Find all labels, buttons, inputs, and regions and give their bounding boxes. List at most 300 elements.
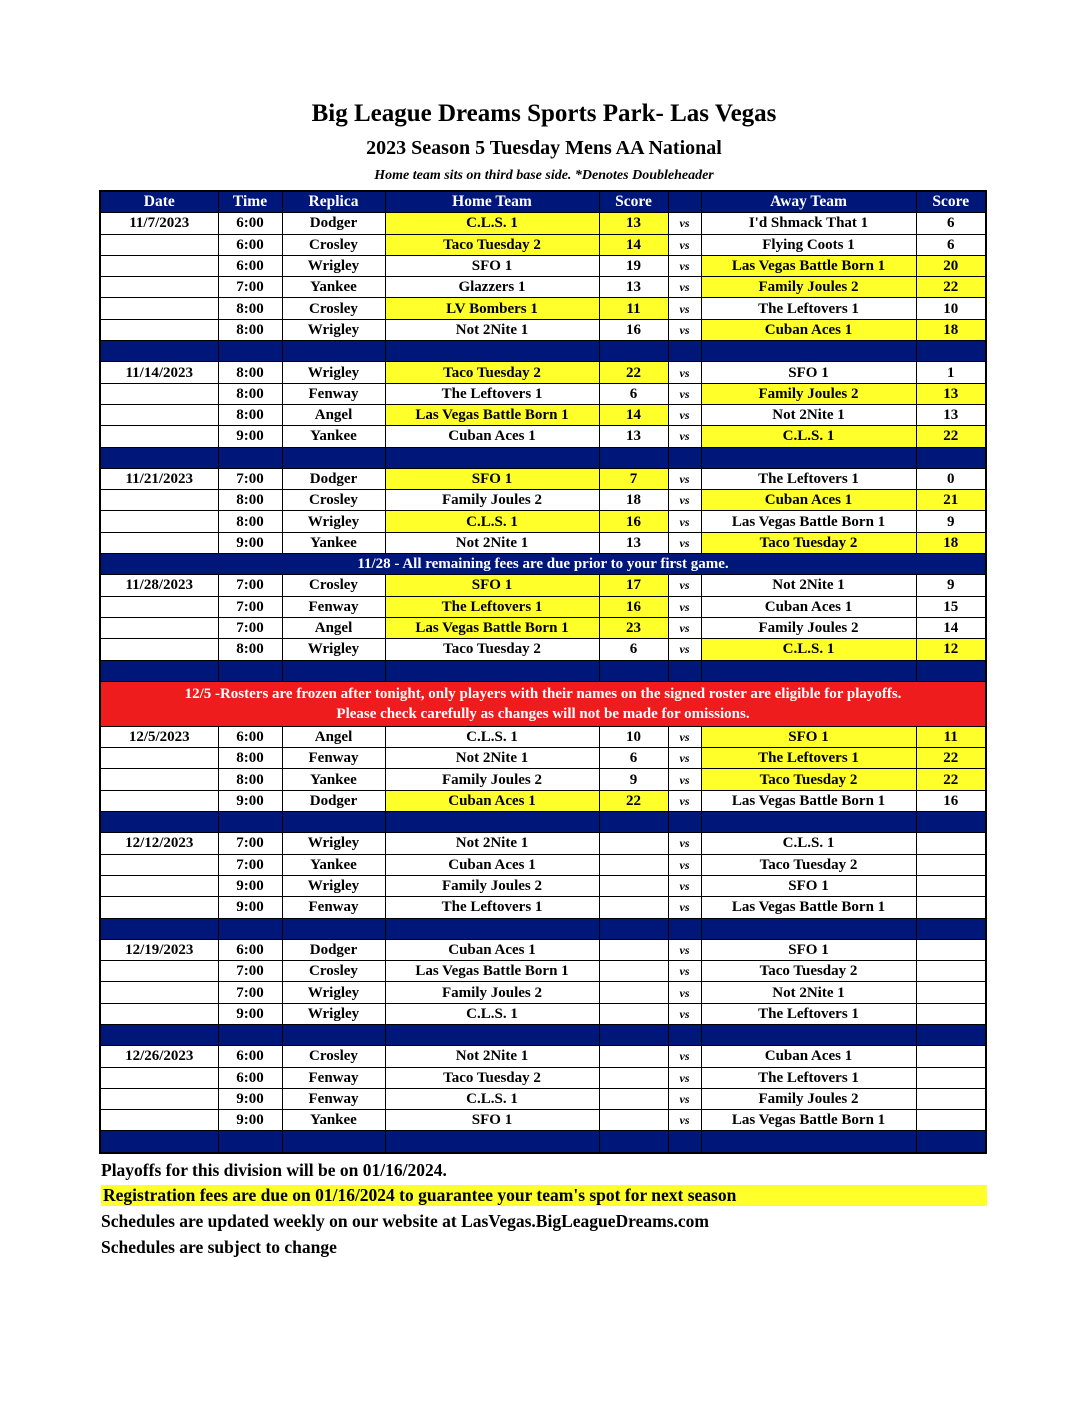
game-date <box>100 854 218 875</box>
home-score <box>599 897 668 918</box>
vs-label: vs <box>668 362 701 383</box>
playoffs-note: Playoffs for this division will be on 01/16/2024. <box>101 1160 447 1180</box>
home-team: Las Vegas Battle Born 1 <box>385 404 599 425</box>
home-team: C.L.S. 1 <box>385 511 599 532</box>
separator-cell <box>916 660 986 681</box>
game-date <box>100 897 218 918</box>
game-row <box>100 639 986 660</box>
game-time: 7:00 <box>218 982 282 1003</box>
subject-to-change-note: Schedules are subject to change <box>101 1237 337 1257</box>
away-score: 18 <box>916 532 986 553</box>
vs-label: vs <box>668 468 701 489</box>
game-date <box>100 404 218 425</box>
game-field: Wrigley <box>282 362 385 383</box>
home-score <box>599 1088 668 1109</box>
game-row <box>100 511 986 532</box>
vs-label: vs <box>668 1067 701 1088</box>
game-row <box>100 362 986 383</box>
away-score: 11 <box>916 726 986 747</box>
away-team: SFO 1 <box>701 939 916 960</box>
separator-cell <box>282 447 385 468</box>
game-field: Crosley <box>282 490 385 511</box>
away-score: 18 <box>916 319 986 340</box>
game-row <box>100 575 986 596</box>
game-date: 11/7/2023 <box>100 213 218 234</box>
separator-row <box>100 1024 986 1045</box>
home-team: SFO 1 <box>385 468 599 489</box>
separator-cell <box>385 1131 599 1153</box>
game-field: Fenway <box>282 1088 385 1109</box>
game-row <box>100 532 986 553</box>
away-team: Family Joules 2 <box>701 617 916 638</box>
separator-cell <box>668 918 701 939</box>
home-team: The Leftovers 1 <box>385 596 599 617</box>
separator-cell <box>282 660 385 681</box>
home-score: 19 <box>599 255 668 276</box>
home-team: Not 2Nite 1 <box>385 1046 599 1067</box>
game-date <box>100 639 218 660</box>
separator-cell <box>668 447 701 468</box>
away-team: Cuban Aces 1 <box>701 596 916 617</box>
away-team: The Leftovers 1 <box>701 1067 916 1088</box>
game-time: 7:00 <box>218 961 282 982</box>
separator-cell <box>599 1024 668 1045</box>
home-team: SFO 1 <box>385 1110 599 1131</box>
game-date: 12/19/2023 <box>100 939 218 960</box>
separator-cell <box>100 341 218 362</box>
away-team: C.L.S. 1 <box>701 639 916 660</box>
game-row <box>100 298 986 319</box>
vs-label: vs <box>668 854 701 875</box>
away-score: 13 <box>916 404 986 425</box>
game-field: Crosley <box>282 298 385 319</box>
website-note: Schedules are updated weekly on our website at LasVegas.BigLeagueDreams.com <box>101 1211 709 1231</box>
away-team: SFO 1 <box>701 875 916 896</box>
game-date <box>100 1003 218 1024</box>
game-time: 8:00 <box>218 748 282 769</box>
separator-cell <box>701 918 916 939</box>
away-score: 0 <box>916 468 986 489</box>
game-time: 8:00 <box>218 404 282 425</box>
game-date <box>100 319 218 340</box>
game-field: Wrigley <box>282 875 385 896</box>
game-time: 6:00 <box>218 255 282 276</box>
away-team: Las Vegas Battle Born 1 <box>701 790 916 811</box>
away-score: 1 <box>916 362 986 383</box>
game-date <box>100 769 218 790</box>
separator-cell <box>100 812 218 833</box>
away-team: Flying Coots 1 <box>701 234 916 255</box>
separator-cell <box>916 918 986 939</box>
separator-cell <box>218 918 282 939</box>
game-field: Dodger <box>282 213 385 234</box>
game-row <box>100 617 986 638</box>
game-field: Fenway <box>282 897 385 918</box>
game-row <box>100 748 986 769</box>
away-score: 21 <box>916 490 986 511</box>
separator-cell <box>916 1131 986 1153</box>
home-score: 17 <box>599 575 668 596</box>
game-field: Dodger <box>282 468 385 489</box>
away-score: 16 <box>916 790 986 811</box>
game-field: Wrigley <box>282 639 385 660</box>
home-team: Cuban Aces 1 <box>385 426 599 447</box>
away-score: 14 <box>916 617 986 638</box>
vs-label: vs <box>668 490 701 511</box>
home-team: Taco Tuesday 2 <box>385 234 599 255</box>
game-row <box>100 213 986 234</box>
away-team: Cuban Aces 1 <box>701 319 916 340</box>
game-field: Dodger <box>282 790 385 811</box>
vs-label: vs <box>668 875 701 896</box>
game-field: Yankee <box>282 277 385 298</box>
game-field: Fenway <box>282 383 385 404</box>
home-team: Family Joules 2 <box>385 875 599 896</box>
away-team: The Leftovers 1 <box>701 748 916 769</box>
game-date <box>100 961 218 982</box>
roster-alert <box>100 681 986 726</box>
away-team: The Leftovers 1 <box>701 298 916 319</box>
home-team: Not 2Nite 1 <box>385 319 599 340</box>
game-time: 9:00 <box>218 1003 282 1024</box>
game-date <box>100 532 218 553</box>
separator-cell <box>218 341 282 362</box>
game-time: 7:00 <box>218 617 282 638</box>
away-team: Cuban Aces 1 <box>701 1046 916 1067</box>
game-row <box>100 426 986 447</box>
roster-alert-line1: 12/5 -Rosters are frozen after tonight, only players with their names on the signed roster are eligible for playoffs. <box>184 685 902 702</box>
away-team: Las Vegas Battle Born 1 <box>701 255 916 276</box>
separator-cell <box>916 447 986 468</box>
col-header-home-score: Score <box>599 191 668 213</box>
home-score <box>599 1003 668 1024</box>
game-row <box>100 234 986 255</box>
vs-label: vs <box>668 1088 701 1109</box>
vs-label: vs <box>668 511 701 532</box>
away-score <box>916 982 986 1003</box>
game-field: Fenway <box>282 596 385 617</box>
game-date: 11/21/2023 <box>100 468 218 489</box>
separator-cell <box>916 812 986 833</box>
game-date <box>100 298 218 319</box>
home-team: Cuban Aces 1 <box>385 854 599 875</box>
game-row <box>100 790 986 811</box>
separator-cell <box>701 812 916 833</box>
separator-cell <box>599 812 668 833</box>
vs-label: vs <box>668 769 701 790</box>
game-field: Wrigley <box>282 1003 385 1024</box>
vs-label: vs <box>668 213 701 234</box>
game-time: 8:00 <box>218 639 282 660</box>
game-date: 12/5/2023 <box>100 726 218 747</box>
vs-label: vs <box>668 596 701 617</box>
game-field: Yankee <box>282 769 385 790</box>
vs-label: vs <box>668 319 701 340</box>
game-time: 9:00 <box>218 790 282 811</box>
game-time: 8:00 <box>218 490 282 511</box>
home-score <box>599 1067 668 1088</box>
home-team: C.L.S. 1 <box>385 1003 599 1024</box>
home-team: LV Bombers 1 <box>385 298 599 319</box>
game-time: 7:00 <box>218 833 282 854</box>
game-date: 11/28/2023 <box>100 575 218 596</box>
col-header-home-team: Home Team <box>385 191 599 213</box>
game-field: Crosley <box>282 234 385 255</box>
game-row <box>100 982 986 1003</box>
game-row <box>100 596 986 617</box>
away-team: Taco Tuesday 2 <box>701 854 916 875</box>
separator-cell <box>599 1131 668 1153</box>
home-team: C.L.S. 1 <box>385 213 599 234</box>
vs-label: vs <box>668 1003 701 1024</box>
home-team: Family Joules 2 <box>385 490 599 511</box>
game-time: 9:00 <box>218 1110 282 1131</box>
away-score: 12 <box>916 639 986 660</box>
away-team: The Leftovers 1 <box>701 1003 916 1024</box>
separator-cell <box>385 918 599 939</box>
separator-cell <box>668 1024 701 1045</box>
home-score: 22 <box>599 362 668 383</box>
game-row <box>100 1088 986 1109</box>
away-team: Taco Tuesday 2 <box>701 961 916 982</box>
game-date <box>100 748 218 769</box>
game-time: 9:00 <box>218 897 282 918</box>
separator-cell <box>100 918 218 939</box>
vs-label: vs <box>668 982 701 1003</box>
home-score: 16 <box>599 511 668 532</box>
home-team: Taco Tuesday 2 <box>385 1067 599 1088</box>
vs-label: vs <box>668 255 701 276</box>
separator-cell <box>599 447 668 468</box>
game-time: 6:00 <box>218 213 282 234</box>
away-score: 6 <box>916 234 986 255</box>
home-score: 6 <box>599 639 668 660</box>
home-team: Taco Tuesday 2 <box>385 362 599 383</box>
game-row <box>100 404 986 425</box>
game-field: Fenway <box>282 1067 385 1088</box>
home-score: 22 <box>599 790 668 811</box>
away-score: 22 <box>916 426 986 447</box>
home-score: 6 <box>599 748 668 769</box>
game-time: 7:00 <box>218 575 282 596</box>
home-score <box>599 939 668 960</box>
game-row <box>100 277 986 298</box>
away-team: I'd Shmack That 1 <box>701 213 916 234</box>
col-header-replica: Replica <box>282 191 385 213</box>
away-score <box>916 1088 986 1109</box>
game-row <box>100 897 986 918</box>
separator-cell <box>916 1024 986 1045</box>
game-time: 9:00 <box>218 426 282 447</box>
game-time: 6:00 <box>218 939 282 960</box>
game-field: Dodger <box>282 939 385 960</box>
home-score <box>599 875 668 896</box>
home-score: 16 <box>599 596 668 617</box>
vs-label: vs <box>668 532 701 553</box>
game-date <box>100 875 218 896</box>
game-field: Crosley <box>282 575 385 596</box>
vs-label: vs <box>668 617 701 638</box>
vs-label: vs <box>668 277 701 298</box>
game-time: 6:00 <box>218 726 282 747</box>
game-date: 11/14/2023 <box>100 362 218 383</box>
game-date <box>100 1110 218 1131</box>
vs-label: vs <box>668 298 701 319</box>
away-score <box>916 833 986 854</box>
game-time: 7:00 <box>218 596 282 617</box>
separator-cell <box>668 812 701 833</box>
game-field: Yankee <box>282 426 385 447</box>
game-time: 8:00 <box>218 298 282 319</box>
home-team: SFO 1 <box>385 255 599 276</box>
col-header-away-score: Score <box>916 191 986 213</box>
game-row <box>100 854 986 875</box>
away-score <box>916 854 986 875</box>
away-team: Not 2Nite 1 <box>701 575 916 596</box>
game-row <box>100 468 986 489</box>
separator-cell <box>701 1024 916 1045</box>
separator-cell <box>668 660 701 681</box>
separator-row <box>100 1131 986 1153</box>
game-field: Wrigley <box>282 255 385 276</box>
separator-row <box>100 341 986 362</box>
home-score: 10 <box>599 726 668 747</box>
game-row <box>100 726 986 747</box>
away-team: Las Vegas Battle Born 1 <box>701 511 916 532</box>
game-field: Angel <box>282 726 385 747</box>
away-score <box>916 961 986 982</box>
away-team: Family Joules 2 <box>701 277 916 298</box>
separator-cell <box>668 1131 701 1153</box>
away-score: 22 <box>916 769 986 790</box>
away-team: Taco Tuesday 2 <box>701 532 916 553</box>
away-score: 22 <box>916 277 986 298</box>
game-date <box>100 234 218 255</box>
home-score <box>599 833 668 854</box>
game-row <box>100 1110 986 1131</box>
game-row <box>100 875 986 896</box>
game-field: Fenway <box>282 748 385 769</box>
away-team: Cuban Aces 1 <box>701 490 916 511</box>
home-team: Cuban Aces 1 <box>385 939 599 960</box>
away-team: SFO 1 <box>701 362 916 383</box>
game-time: 8:00 <box>218 383 282 404</box>
away-team: Family Joules 2 <box>701 383 916 404</box>
away-score: 9 <box>916 511 986 532</box>
game-date <box>100 426 218 447</box>
schedule-table <box>99 190 987 1154</box>
home-score: 11 <box>599 298 668 319</box>
home-team: The Leftovers 1 <box>385 383 599 404</box>
separator-cell <box>385 1024 599 1045</box>
separator-cell <box>218 1131 282 1153</box>
separator-cell <box>701 447 916 468</box>
home-team: Las Vegas Battle Born 1 <box>385 617 599 638</box>
home-team: Family Joules 2 <box>385 982 599 1003</box>
away-score <box>916 875 986 896</box>
game-time: 8:00 <box>218 769 282 790</box>
game-time: 6:00 <box>218 1067 282 1088</box>
game-time: 8:00 <box>218 511 282 532</box>
game-row <box>100 961 986 982</box>
separator-cell <box>100 1131 218 1153</box>
page-subtitle: 2023 Season 5 Tuesday Mens AA National <box>366 137 722 159</box>
separator-cell <box>218 812 282 833</box>
vs-label: vs <box>668 748 701 769</box>
away-team: The Leftovers 1 <box>701 468 916 489</box>
away-score <box>916 897 986 918</box>
separator-cell <box>100 1024 218 1045</box>
fees-banner: 11/28 - All remaining fees are due prior to your first game. <box>100 554 986 575</box>
game-date <box>100 383 218 404</box>
away-team: Family Joules 2 <box>701 1088 916 1109</box>
game-date: 12/26/2023 <box>100 1046 218 1067</box>
game-date <box>100 982 218 1003</box>
home-score: 23 <box>599 617 668 638</box>
separator-cell <box>218 660 282 681</box>
home-score: 14 <box>599 234 668 255</box>
home-team: Family Joules 2 <box>385 769 599 790</box>
game-field: Wrigley <box>282 511 385 532</box>
home-score: 13 <box>599 213 668 234</box>
col-header-time: Time <box>218 191 282 213</box>
home-score <box>599 1110 668 1131</box>
away-team: Not 2Nite 1 <box>701 982 916 1003</box>
separator-cell <box>282 341 385 362</box>
col-header-away-team: Away Team <box>701 191 916 213</box>
vs-label: vs <box>668 404 701 425</box>
game-time: 7:00 <box>218 854 282 875</box>
vs-label: vs <box>668 426 701 447</box>
game-date <box>100 790 218 811</box>
game-date <box>100 1088 218 1109</box>
separator-cell <box>218 1024 282 1045</box>
away-team: Taco Tuesday 2 <box>701 769 916 790</box>
separator-cell <box>282 1024 385 1045</box>
vs-label: vs <box>668 575 701 596</box>
game-time: 8:00 <box>218 362 282 383</box>
away-team: Not 2Nite 1 <box>701 404 916 425</box>
separator-cell <box>385 447 599 468</box>
separator-row <box>100 812 986 833</box>
game-field: Angel <box>282 404 385 425</box>
away-team: Las Vegas Battle Born 1 <box>701 897 916 918</box>
home-team: C.L.S. 1 <box>385 726 599 747</box>
vs-label: vs <box>668 639 701 660</box>
away-score: 6 <box>916 213 986 234</box>
separator-row <box>100 918 986 939</box>
home-team: Not 2Nite 1 <box>385 833 599 854</box>
separator-cell <box>282 1131 385 1153</box>
separator-cell <box>385 812 599 833</box>
game-date <box>100 596 218 617</box>
game-time: 9:00 <box>218 875 282 896</box>
roster-alert-row <box>100 681 986 726</box>
vs-label: vs <box>668 383 701 404</box>
game-date <box>100 490 218 511</box>
away-team: Las Vegas Battle Born 1 <box>701 1110 916 1131</box>
game-date <box>100 1067 218 1088</box>
game-time: 7:00 <box>218 468 282 489</box>
game-time: 9:00 <box>218 532 282 553</box>
separator-cell <box>218 447 282 468</box>
separator-cell <box>385 341 599 362</box>
vs-label: vs <box>668 1110 701 1131</box>
home-team: Glazzers 1 <box>385 277 599 298</box>
game-field: Yankee <box>282 854 385 875</box>
registration-note: Registration fees are due on 01/16/2024 to guarantee your team's spot for next season <box>101 1185 987 1206</box>
fees-banner-row <box>100 554 986 575</box>
